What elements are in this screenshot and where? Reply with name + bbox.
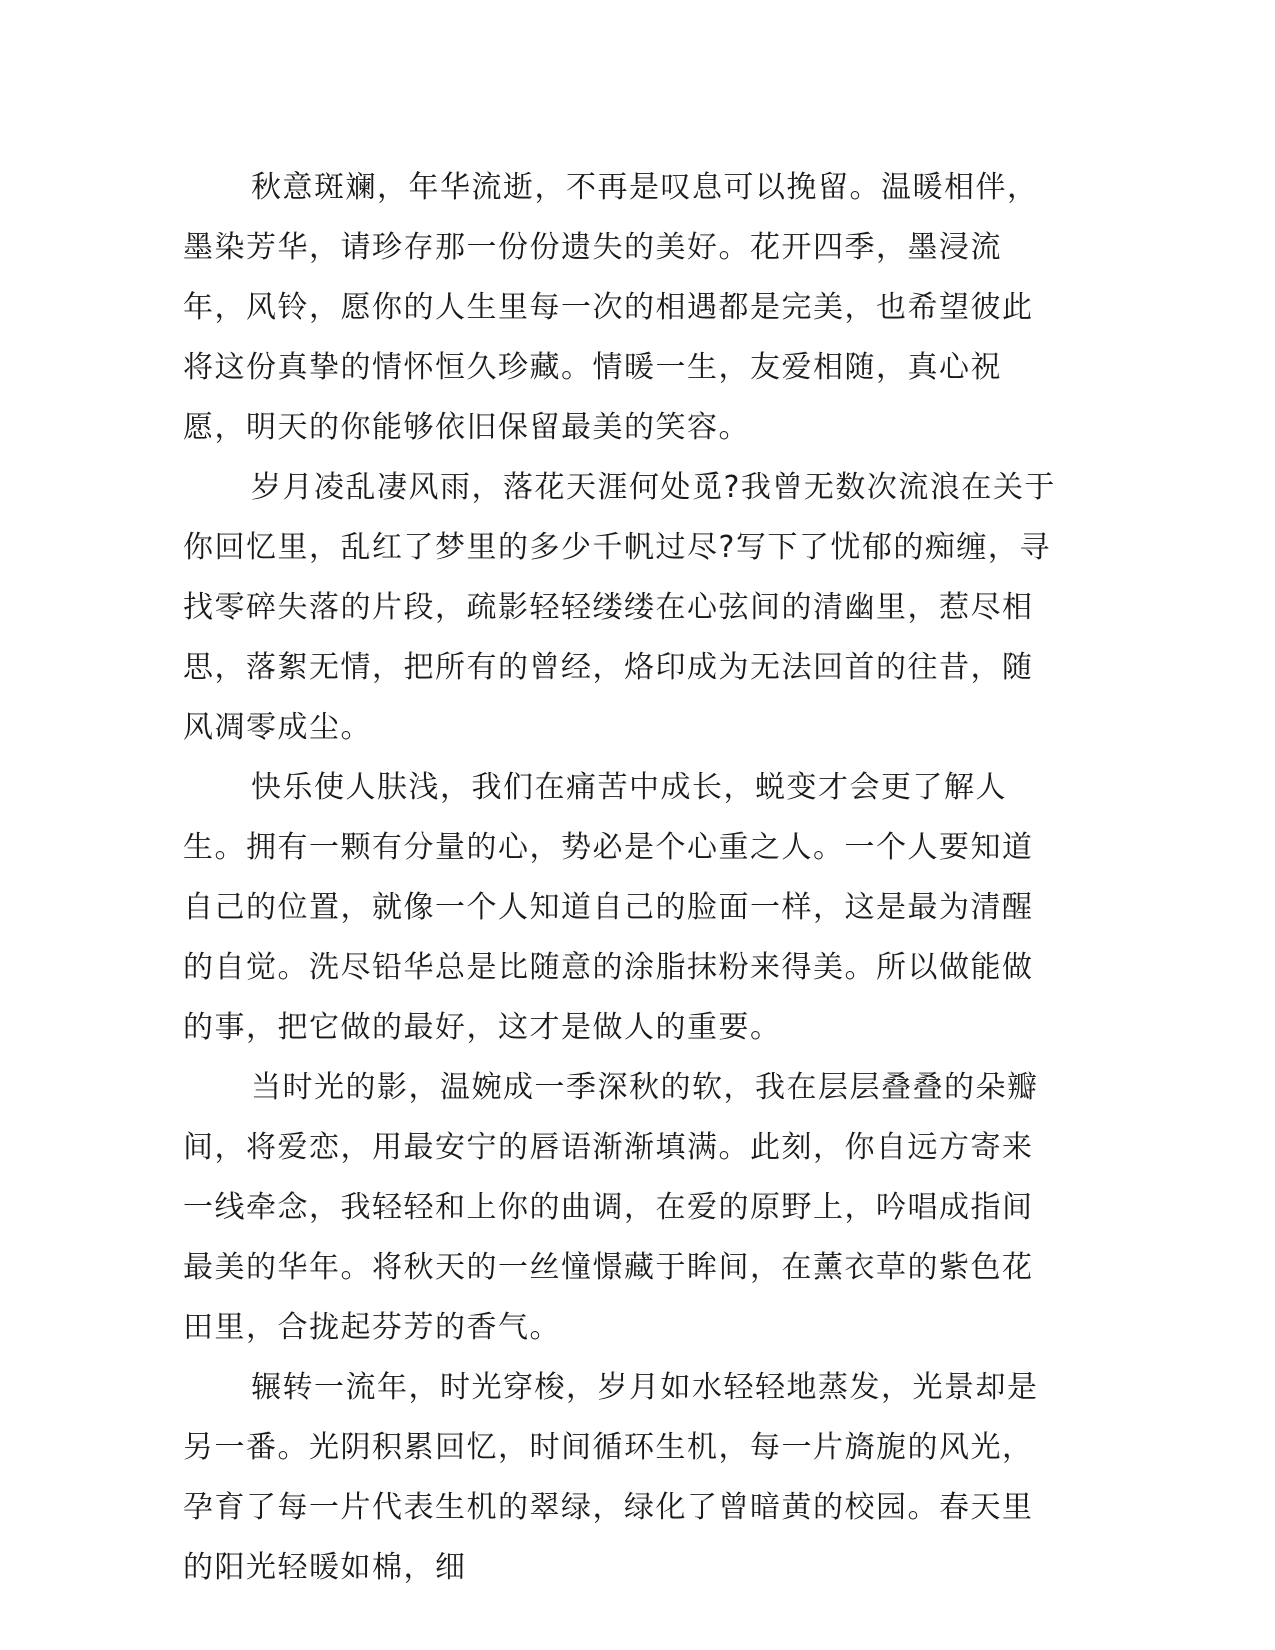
body-text [183,158,1063,1598]
paragraph: 当时光的影，温婉成一季深秋的软，我在层层叠叠的朵瓣间，将爱恋，用最安宁的唇语渐渐填满。此刻，你自远方寄来一线牵念，我轻轻和上你的曲调，在爱的原野上，吟唱成指间最美的华年。将秋天的一丝憧憬藏于眸间，在薰衣草的紫色花田里，合拢起芬芳的香气。 [183,1070,1039,1345]
paragraph: 辗转一流年，时光穿梭，岁月如水轻轻地蒸发，光景却是另一番。光阴积累回忆，时间循环生机，每一片旖旎的风光，孕育了每一片代表生机的翠绿，绿化了曾暗黄的校园。春天里的阳光轻暖如棉，细 [183,1370,1039,1585]
paragraph: 岁月凌乱凄风雨，落花天涯何处觅?我曾无数次流浪在关于你回忆里，乱红了梦里的多少千帆过尽?写下了忧郁的痴缠，寻找零碎失落的片段，疏影轻轻缕缕在心弦间的清幽里，惹尽相思，落絮无情，把所有的曾经，烙印成为无法回首的往昔，随风凋零成尘。 [183,470,1056,745]
paragraph: 快乐使人肤浅，我们在痛苦中成长，蜕变才会更了解人生。拥有一颗有分量的心，势必是个心重之人。一个人要知道自己的位置，就像一个人知道自己的脸面一样，这是最为清醒的自觉。洗尽铅华总是比随意的涂脂抹粉来得美。所以做能做的事，把它做的最好，这才是做人的重要。 [183,770,1034,1045]
paragraph: 秋意斑斓，年华流逝，不再是叹息可以挽留。温暖相伴，墨染芳华，请珍存那一份份遗失的美好。花开四季，墨浸流年，风铃，愿你的人生里每一次的相遇都是完美，也希望彼此将这份真挚的情怀恒久珍藏。情暖一生，友爱相随，真心祝愿，明天的你能够依旧保留最美的笑容。 [183,170,1039,445]
